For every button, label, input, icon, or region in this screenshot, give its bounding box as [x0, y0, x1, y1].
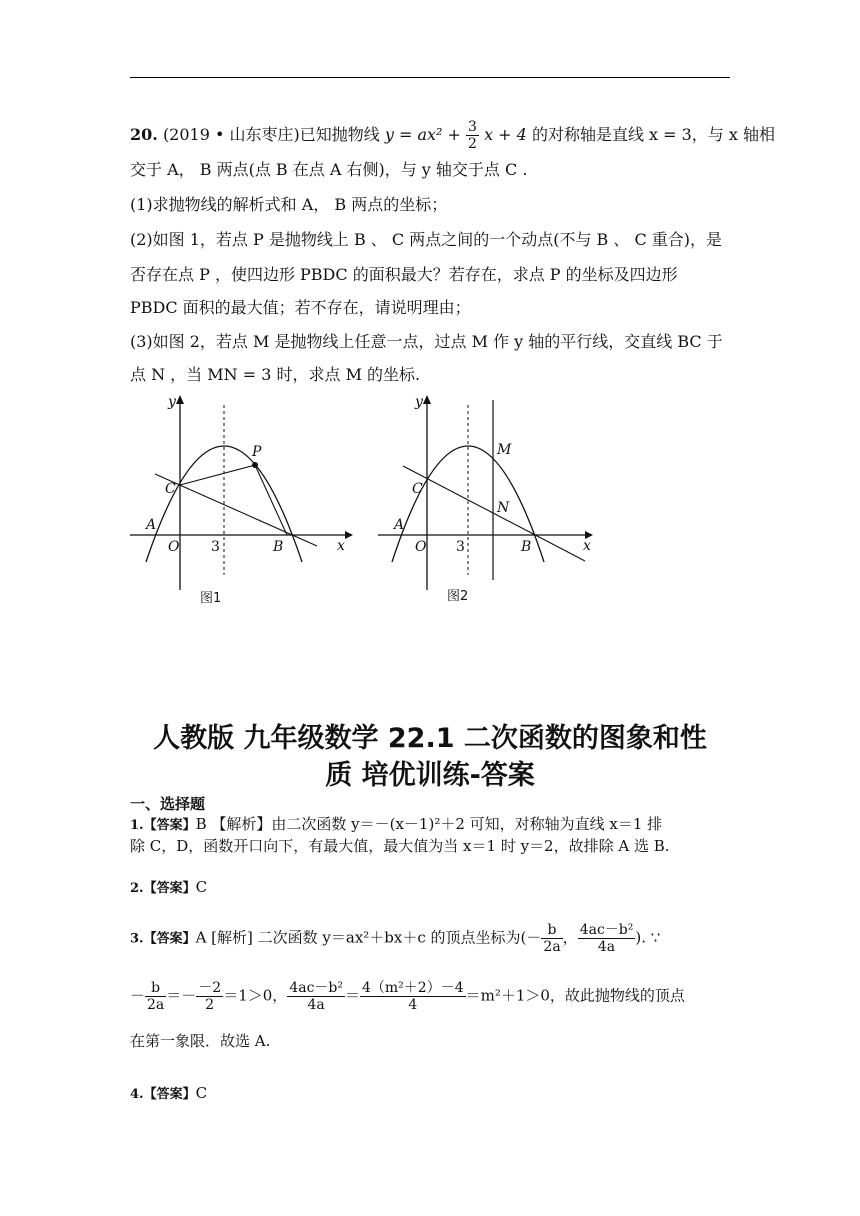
label-c: C	[165, 481, 176, 497]
problem-number: 20.	[130, 125, 158, 144]
point-p	[252, 462, 258, 468]
label-3: 3	[456, 539, 465, 555]
line-bc	[403, 466, 585, 561]
question-3-line-1: (3)如图 2，若点 M 是抛物线上任意一点，过点 M 作 y 轴的平行线，交直线 BC 于	[130, 332, 723, 351]
label-y: y	[415, 394, 423, 410]
fraction: $\frac{-2}{2}$	[198, 980, 222, 1013]
caption-fig1: 图1	[200, 591, 222, 606]
answer-title-line-2: 质 培优训练-答案	[325, 760, 535, 791]
problem-source: (2019 • 山东枣庄)已知抛物线	[162, 125, 380, 144]
answer-4: 4.【答案】C	[130, 1084, 208, 1102]
question-2-line-2: 否存在点 P ，使四边形 PBDC 的面积最大？若存在，求点 P 的坐标及四边形	[130, 265, 678, 284]
answer-3-line-3: 在第一象限．故选 A.	[130, 1032, 271, 1050]
label-o: O	[415, 539, 427, 555]
label-b: B	[521, 539, 532, 555]
y-axis-arrow	[176, 395, 184, 404]
figure-1	[125, 390, 365, 615]
fraction: $\frac{b}{2a}$	[147, 980, 165, 1013]
header-rule	[130, 77, 730, 78]
answer-2: 2.【答案】C	[130, 878, 208, 896]
fraction: $\frac{\text{4（m²＋2）－4}}{4}$	[362, 980, 464, 1013]
caption-fig2: 图2	[447, 589, 469, 604]
question-2-line-3: PBDC 面积的最大值；若不存在，请说明理由；	[130, 298, 471, 317]
answer-title-line-1: 人教版 九年级数学 22.1 二次函数的图象和性	[153, 723, 707, 754]
segment-cp	[180, 465, 255, 485]
label-c: C	[412, 481, 423, 497]
figure-2	[375, 390, 615, 615]
label-n: N	[497, 500, 510, 516]
x-axis-arrow	[345, 531, 353, 539]
label-x: x	[583, 538, 591, 554]
y-axis-arrow	[423, 395, 431, 404]
question-3-line-2: 点 N ，当 MN = 3 时，求点 M 的坐标.	[130, 365, 421, 384]
problem-line-1-rest: 的对称轴是直线 x = 3，与 x 轴相	[531, 125, 776, 144]
label-p: P	[252, 444, 262, 460]
label-a: A	[394, 517, 405, 533]
fraction: $\frac{\text{4ac－b²}}{4a}$	[289, 980, 343, 1013]
equation-fraction: $\frac{3}{2}$	[468, 119, 477, 152]
question-2-line-1: (2)如图 1，若点 P 是抛物线上 B 、 C 两点之间的一个动点(不与 B 、 C 重合)，是	[130, 230, 723, 249]
segment-pb	[255, 465, 287, 535]
fraction: $\frac{b}{2a}$	[543, 922, 561, 955]
fraction: $\frac{\text{4ac－b²}}{4a}$	[579, 922, 634, 955]
answer-1-line-2: 除 C，D，函数开口向下，有最大值，最大值为当 x＝1 时 y＝2，故排除 A 选 B.	[130, 837, 670, 855]
label-y: y	[168, 394, 176, 410]
equation-left: y = ax² +	[384, 125, 461, 144]
question-1: (1)求抛物线的解析式和 A， B 两点的坐标；	[130, 195, 448, 214]
label-o: O	[168, 539, 180, 555]
section-heading: 一、选择题	[130, 795, 206, 813]
label-m: M	[497, 442, 512, 458]
equation-right: x + 4	[484, 125, 527, 144]
answer-3-line-1: 3.【答案】A [解析] 二次函数 y＝ax²＋bx＋c 的顶点坐标为(－ $\frac{b}{2a}$ ， $\frac{\text{4ac－b²}}{4a}$ ). ∵	[130, 922, 661, 955]
label-x: x	[337, 538, 345, 554]
problem-line-2: 交于 A， B 两点(点 B 在点 A 右侧)，与 y 轴交于点 C .	[130, 160, 528, 179]
label-a: A	[146, 517, 157, 533]
label-b: B	[273, 539, 284, 555]
label-3: 3	[211, 539, 220, 555]
answer-3-line-2: － $\frac{b}{2a}$ ＝－ $\frac{-2}{2}$ ＝1＞0， $\frac{\text{4ac－b²}}{4a}$ ＝ $\frac{\text{4（m²＋2）－4}}{4}$ ＝m²＋1＞0，故此抛物线的顶点	[130, 980, 685, 1013]
answer-1-line-1: 1.【答案】B 【解析】由二次函数 y＝－(x－1)²＋2 可知，对称轴为直线 x＝1 排	[130, 815, 663, 833]
problem-line-1	[130, 119, 775, 152]
